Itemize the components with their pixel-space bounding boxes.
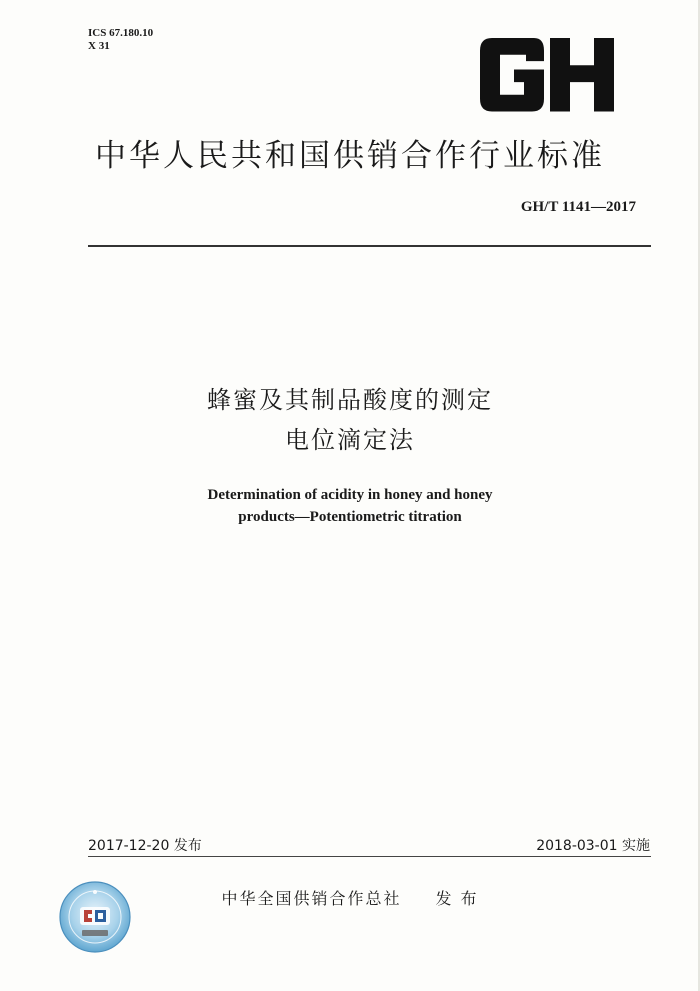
- chinese-title-line-1: 蜂蜜及其制品酸度的测定: [207, 386, 493, 414]
- ics-code: ICS 67.180.10: [88, 27, 154, 39]
- classification-codes: [88, 27, 153, 53]
- issue-date: 2017-12-20 发布: [88, 838, 202, 854]
- publisher-action: 发 布: [435, 889, 479, 908]
- english-title-line-1: Determination of acidity in honey and honey: [207, 487, 493, 503]
- implementation-date: 2018-03-01 实施: [536, 838, 650, 854]
- chinese-title: [0, 380, 700, 460]
- organization-title: 中华人民共和国供销合作行业标准: [95, 138, 605, 174]
- publisher: [0, 886, 700, 909]
- chinese-title-line-2: 电位滴定法: [285, 426, 415, 454]
- publisher-name: 中华全国供销合作总社: [221, 889, 402, 908]
- english-title-line-2: products—Potentiometric titration: [238, 509, 462, 525]
- standard-number: GH/T 1141—2017: [520, 199, 636, 215]
- gh-logo: [480, 38, 614, 112]
- header-rule: [88, 245, 651, 247]
- english-title: [0, 484, 700, 528]
- ccs-code: X 31: [88, 40, 110, 52]
- footer-rule: [88, 856, 651, 857]
